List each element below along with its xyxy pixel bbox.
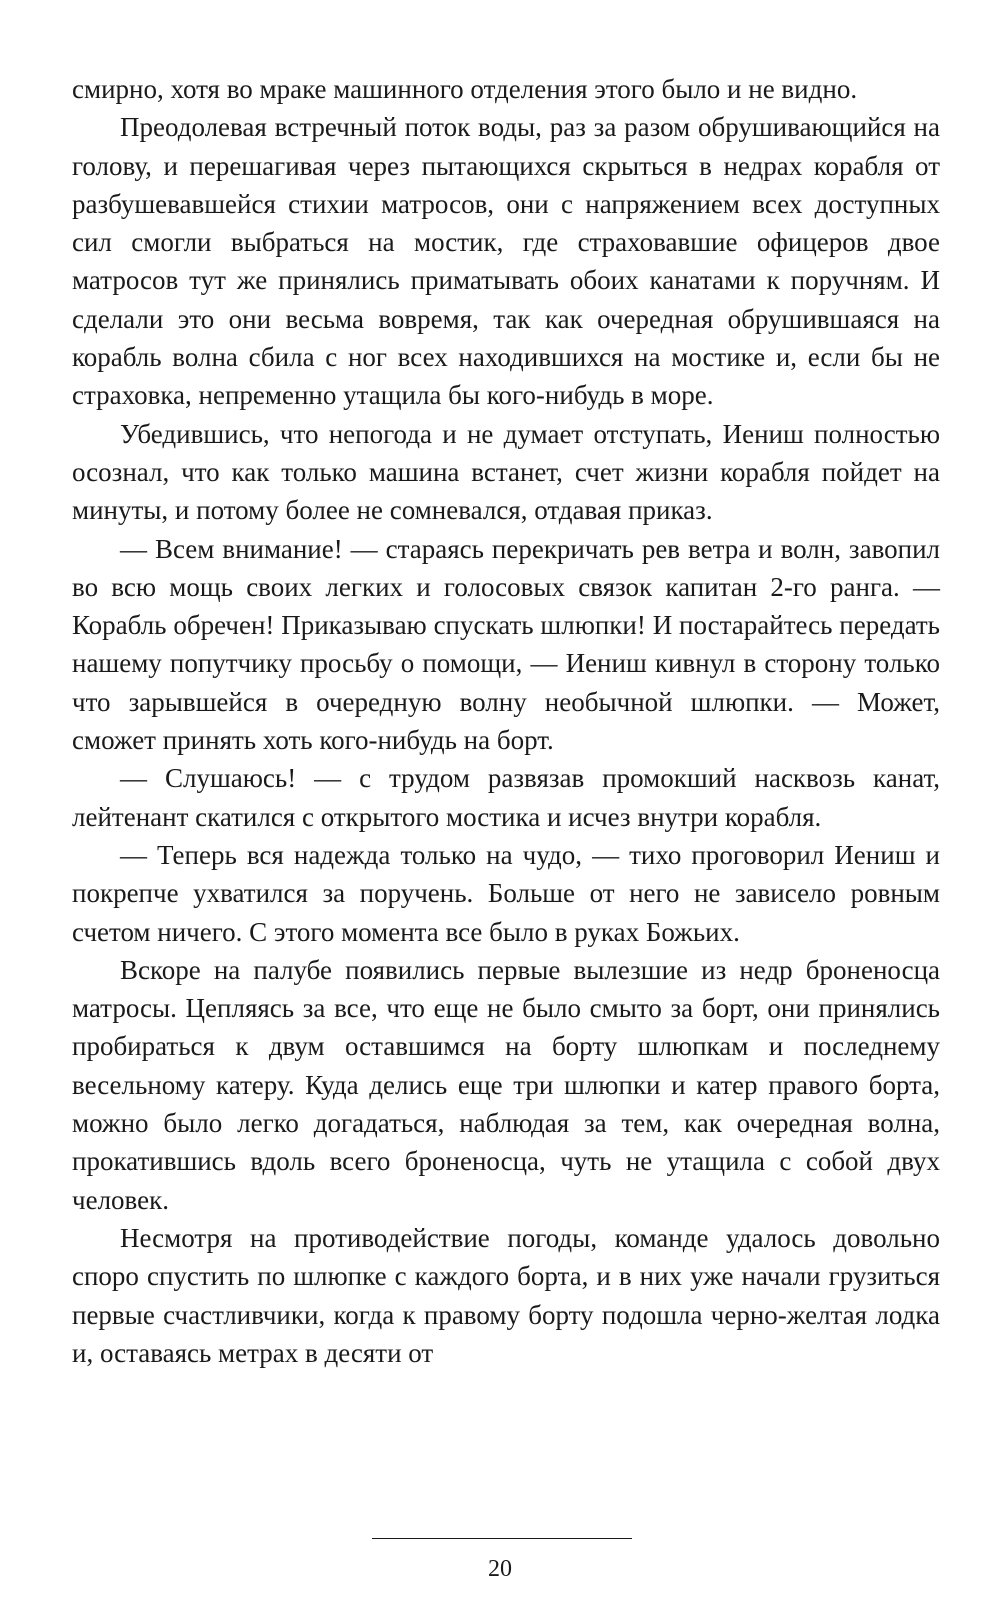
paragraph-3: Убедившись, что непогода и не думает отступать, Иениш полностью осознал, что как только машина встанет, счет жизни корабля пойдет на минуты, и потому более не сомневался, отдавая приказ.: [72, 418, 940, 526]
paragraph-4-dialogue: — Всем внимание! — стараясь перекричать рев ветра и волн, завопил во всю мощь своих легких и голосовых связок капитан 2-го ранга. — Корабль обречен! Приказываю спускать шлюпки! И постарайтесь передать нашему попутчику просьбу о помощи, — Иениш кивнул в сторону только что зарывшейся в очередную волну необычной шлюпки. — Может, сможет принять хоть кого-нибудь на борт.: [72, 533, 940, 756]
paragraph-8: Несмотря на противодействие погоды, команде удалось довольно споро спустить по шлюпке с каждого борта, и в них уже начали грузиться первые счастливчики, когда к правому борту подошла черно-желтая лодка и, оставаясь метрах в десяти от: [72, 1222, 940, 1368]
page-number: 20: [488, 1556, 512, 1582]
paragraph-1: смирно, хотя во мраке машинного отделения этого было и не видно.: [72, 74, 858, 104]
paragraph-2: Преодолевая встречный поток воды, раз за разом обрушивающийся на голову, и перешагивая через пытающихся скрыться в недрах корабля от разбушевавшейся стихии матросов, они с напряжением всех доступных сил смогли выбраться на мостик, где страховавшие офицеров двое матросов тут же принялись приматывать обоих канатами к поручням. И сделали это они весьма вовремя, так как очередная обрушившаяся на корабль волна сбила с ног всех находившихся на мостике и, если бы не страховка, непременно утащила бы кого-нибудь в море.: [72, 112, 940, 411]
paragraph-6-dialogue: — Теперь вся надежда только на чудо, — тихо проговорил Иениш и покрепче ухватился за поручень. Больше от него не зависело ровным счетом ничего. С этого момента все было в руках Божьих.: [72, 839, 940, 947]
paragraph-7: Вскоре на палубе появились первые вылезшие из недр броненосца матросы. Цепляясь за все, что еще не было смыто за борт, они принялись пробираться к двум оставшимся на борту шлюпкам и последнему весельному катеру. Куда делись еще три шлюпки и катер правого борта, можно было легко догадаться, наблюдая за тем, как очередная волна, прокатившись вдоль всего броненосца, чуть не утащила с собой двух человек.: [72, 954, 940, 1215]
paragraph-5-dialogue: — Слушаюсь! — с трудом развязав промокший насквозь канат, лейтенант скатился с открытого мостика и исчез внутри корабля.: [72, 763, 940, 832]
footer-divider: [372, 1538, 632, 1539]
body-text: [72, 70, 940, 1372]
